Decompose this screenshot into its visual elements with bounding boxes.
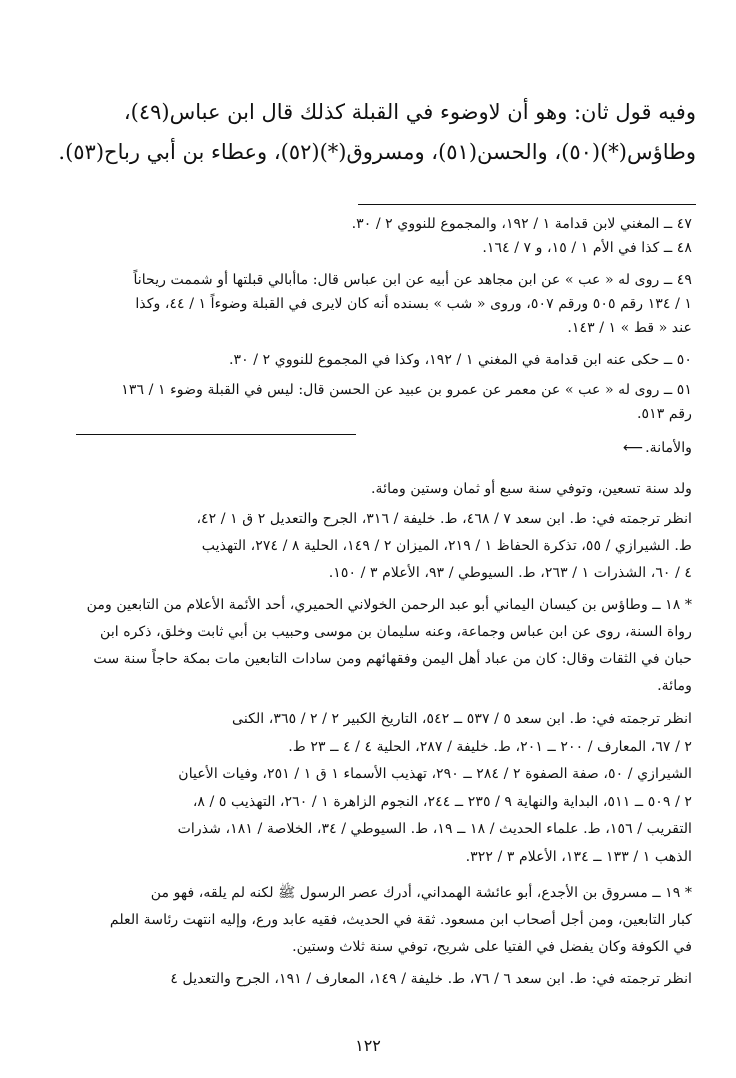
- footnote-50: ٥٠ ــ حكى عنه ابن قدامة في المغني ١ / ١٩٢، وكذا في المجموع للنووي ٢ / ٣٠.: [229, 352, 692, 368]
- bio-masruq: * ١٩ ــ مسروق بن الأجدع، أبو عائشة الهمداني، أدرك عصر الرسول ﷺ لكنه لم يلقه، فهو من كبار التابعين، ومن أجل أصحاب ابن مسعود. ثقة في الحديث، فقيه عابد ورع، وإليه انتهت رئاسة العلم في الكوفة وكان يفضل في الفتيا على شريح، توفي سنة ثلاث وستين.: [109, 885, 692, 955]
- footnote-48: ٤٨ ــ كذا في الأم ١ / ١٥، و ٧ / ١٦٤.: [482, 240, 692, 256]
- main-text: [36, 92, 696, 172]
- continuation-text: [623, 440, 692, 456]
- continuation-label: والأمانة.: [645, 440, 692, 456]
- section-divider: [76, 434, 356, 435]
- bio-tawus: * ١٨ ــ وطاؤس بن كيسان اليماني أبو عبد الرحمن الخولاني الحميري، أحد الأئمة الأعلام من التابعين ومن رواة السنة، روى عن ابن عباس وجماعة، وعنه سليمان بن موسى وحبيب بن أبي ثابت وخلق، ذكره ابن حبان في الثقات وقال: كان من عباد أهل اليمن وفقهائهم ومن سادات التابعين مات بمكة حاجاً سنة ست ومائة.: [86, 597, 692, 694]
- main-text-line: وطاؤس(*)(٥٠)، والحسن(٥١)، ومسروق(*)(٥٢)، وعطاء بن أبي رباح(٥٣).: [58, 140, 696, 164]
- footnote-51: ٥١ ــ روى له « عب » عن معمر عن عمرو بن عبيد عن الحسن قال: ليس في القبلة وضوء ١ / ١٣٦ رقم ٥١٣.: [121, 382, 692, 422]
- footnote-divider: [358, 204, 696, 205]
- page-number: ١٢٢: [355, 1036, 381, 1055]
- main-text-line: وفيه قول ثان: وهو أن لاوضوء في القبلة كذلك قال ابن عباس(٤٩)،: [123, 100, 696, 124]
- footnote-47: ٤٧ ــ المغني لابن قدامة ١ / ١٩٢، والمجموع للنووي ٢ / ٣٠.: [351, 216, 692, 232]
- bio-references-17: انظر ترجمته في: ط. ابن سعد ٧ / ٤٦٨، ط. خليفة / ٣١٦، الجرح والتعديل ٢ ق ١ / ٤٢، ط. الشيرازي / ٥٥، تذكرة الحفاظ ١ / ٢١٩، الميزان ٢ / ١٤٩، الحلية ٨ / ٢٧٤، التهذيب ٤ / ٦٠، الشذرات ١ / ٢٦٣، ط. السيوطي / ٩٣، الأعلام ٣ / ١٥٠.: [196, 511, 692, 581]
- continuation-arrow-icon: ⟵: [623, 440, 644, 456]
- bio-references-19: انظر ترجمته في: ط. ابن سعد ٦ / ٧٦، ط. خليفة / ١٤٩، المعارف / ١٩١، الجرح والتعديل ٤: [170, 971, 692, 987]
- bio-note-death: ولد سنة تسعين، وتوفي سنة سبع أو ثمان وستين ومائة.: [371, 481, 692, 497]
- footnote-49: ٤٩ ــ روى له « عب » عن ابن مجاهد عن أبيه عن ابن عباس قال: ماأبالي قبلتها أو شممت ريحاناً ١ / ١٣٤ رقم ٥٠٥ ورقم ٥٠٧، وروى « شب » بسنده أنه كان لايرى في القبلة وضوءاً ١ / ٤٤، وكذا عند « قط » ١ / ١٤٣.: [133, 272, 692, 336]
- bio-references-18: انظر ترجمته في: ط. ابن سعد ٥ / ٥٣٧ ــ ٥٤٢، التاريخ الكبير ٢ / ٢ / ٣٦٥، الكنى ٢ / ٦٧، المعارف / ٢٠٠ ــ ٢٠١، ط. خليفة / ٢٨٧، الحلية ٤ / ٤ ــ ٢٣ ط. الشيرازي / ٥٠، صفة الصفوة ٢ / ٢٨٤ ــ ٢٩٠، تهذيب الأسماء ١ ق ١ / ٢٥١، وفيات الأعيان ٢ / ٥٠٩ ــ ٥١١، البداية والنهاية ٩ / ٢٣٥ ــ ٢٤٤، النجوم الزاهرة ١ / ٢٦٠، التهذيب ٥ / ٨، التقريب / ١٥٦، ط. علماء الحديث / ١٨ ــ ١٩، ط. السيوطي / ٣٤، الخلاصة / ١٨١، شذرات الذهب ١ / ١٣٣ ــ ١٣٤، الأعلام ٣ / ٣٢٢.: [177, 711, 692, 865]
